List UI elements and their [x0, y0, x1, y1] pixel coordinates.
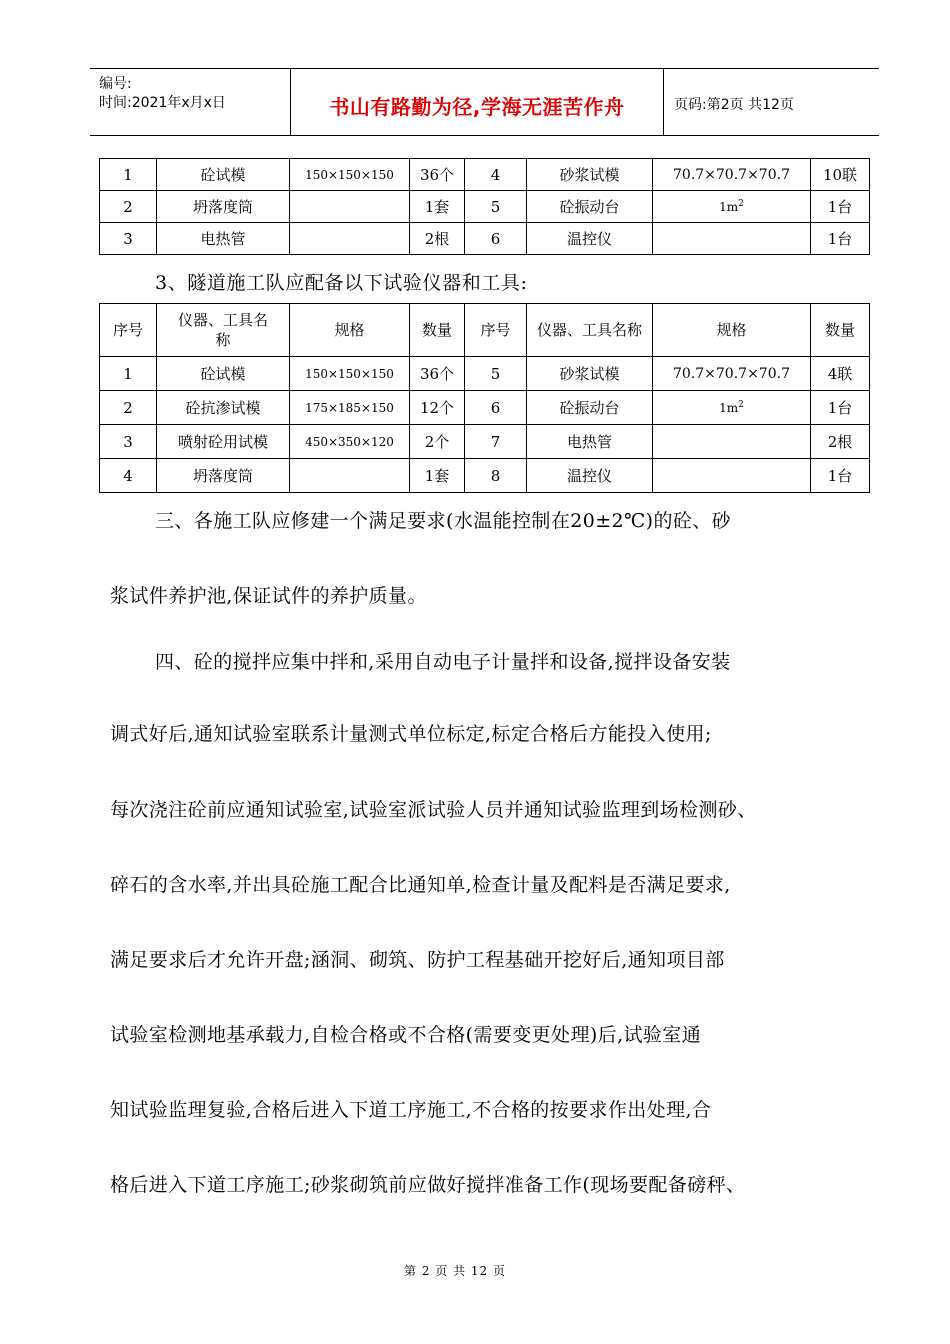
table-cell: 1台 [811, 223, 870, 255]
table-cell: 150×150×150 [290, 357, 410, 391]
page-header [90, 68, 879, 136]
body-line: 三、各施工队应修建一个满足要求(水温能控制在20±2℃)的砼、砂 [155, 510, 732, 532]
table-row [100, 357, 870, 391]
table-cell: 砼试模 [157, 159, 290, 191]
table-cell: 4 [100, 459, 157, 493]
table-header-cell: 序号 [100, 304, 157, 357]
header-meta-cell [90, 69, 291, 135]
table-cell [290, 459, 410, 493]
table-cell: 2根 [410, 223, 465, 255]
table-cell: 3 [100, 223, 157, 255]
table-cell: 3 [100, 425, 157, 459]
area-value: 1m [719, 400, 739, 415]
table-header-row [100, 304, 870, 357]
table-cell [653, 425, 811, 459]
table-cell: 70.7×70.7×70.7 [653, 357, 811, 391]
area-value: 1m [719, 199, 739, 214]
table-cell: 1 [100, 357, 157, 391]
table-cell: 4 [465, 159, 527, 191]
table-cell [290, 191, 410, 223]
table-cell: 1台 [811, 459, 870, 493]
table-row [100, 459, 870, 493]
page-footer [0, 1262, 950, 1279]
section-caption: 3、隧道施工队应配备以下试验仪器和工具: [155, 272, 528, 294]
table-cell [290, 223, 410, 255]
table-row [100, 223, 870, 255]
table-cell [653, 223, 811, 255]
table-header-cell: 仪器、工具名称 [157, 304, 290, 357]
table-cell: 150×150×150 [290, 159, 410, 191]
table-cell: 450×350×120 [290, 425, 410, 459]
body-line: 调式好后,通知试验室联系计量测式单位标定,标定合格后方能投入使用; [110, 723, 712, 745]
table-cell: 36个 [410, 159, 465, 191]
body-line: 格后进入下道工序施工;砂浆砌筑前应做好搅拌准备工作(现场要配备磅秤、 [110, 1174, 746, 1196]
table-cell: 2 [100, 191, 157, 223]
table-cell: 砼试模 [157, 357, 290, 391]
date-label: 时间:2021年x月x日 [99, 95, 226, 111]
table-cell: 电热管 [157, 223, 290, 255]
table-row [100, 391, 870, 425]
table-cell: 12个 [410, 391, 465, 425]
doc-number-label: 编号: [99, 76, 132, 92]
table-cell: 2 [100, 391, 157, 425]
table-cell: 砂浆试模 [527, 357, 653, 391]
table-cell: 2个 [410, 425, 465, 459]
table-cell: 175×185×150 [290, 391, 410, 425]
table-cell-area [653, 191, 811, 223]
table-row [100, 159, 870, 191]
table-header-cell: 数量 [410, 304, 465, 357]
table-cell: 砼振动台 [527, 191, 653, 223]
equipment-table-2 [99, 303, 870, 493]
table-cell: 喷射砼用试模 [157, 425, 290, 459]
table-header-cell: 规格 [653, 304, 811, 357]
area-superscript: 2 [738, 198, 744, 209]
table-cell: 电热管 [527, 425, 653, 459]
table-cell: 坍落度筒 [157, 191, 290, 223]
table-cell: 砂浆试模 [527, 159, 653, 191]
table-cell: 温控仪 [527, 223, 653, 255]
table-cell: 1台 [811, 391, 870, 425]
table-cell: 温控仪 [527, 459, 653, 493]
table-cell: 1台 [811, 191, 870, 223]
table-cell: 6 [465, 223, 527, 255]
table-cell: 砼抗渗试模 [157, 391, 290, 425]
table-cell: 5 [465, 191, 527, 223]
table-cell: 8 [465, 459, 527, 493]
table-cell: 1套 [410, 459, 465, 493]
table-cell-area [653, 391, 811, 425]
table-header-cell: 规格 [290, 304, 410, 357]
table-cell: 砼振动台 [527, 391, 653, 425]
table-cell: 1套 [410, 191, 465, 223]
body-line: 知试验监理复验,合格后进入下道工序施工,不合格的按要求作出处理,合 [110, 1099, 712, 1121]
table-row [100, 425, 870, 459]
header-page-cell [664, 69, 879, 135]
footer-page-number: 第 2 页 共 12 页 [404, 1264, 506, 1278]
header-motto: 书山有路勤为径,学海无涯苦作舟 [329, 95, 625, 119]
table-cell: 4联 [811, 357, 870, 391]
body-line: 每次浇注砼前应通知试验室,试验室派试验人员并通知试验监理到场检测砂、 [110, 799, 757, 821]
table-cell: 坍落度筒 [157, 459, 290, 493]
table-header-cell: 序号 [465, 304, 527, 357]
header-motto-cell [291, 69, 664, 135]
body-line: 试验室检测地基承载力,自检合格或不合格(需要变更处理)后,试验室通 [110, 1024, 702, 1046]
table-cell: 1 [100, 159, 157, 191]
body-line: 浆试件养护池,保证试件的养护质量。 [110, 585, 427, 607]
equipment-table-1 [99, 158, 870, 255]
table-cell: 10联 [811, 159, 870, 191]
table-cell: 70.7×70.7×70.7 [653, 159, 811, 191]
table-header-cell: 数量 [811, 304, 870, 357]
body-line: 四、砼的搅拌应集中拌和,采用自动电子计量拌和设备,搅拌设备安装 [155, 651, 731, 673]
header-page-number: 页码:第2页 共12页 [674, 97, 794, 113]
table-cell: 2根 [811, 425, 870, 459]
table-cell: 36个 [410, 357, 465, 391]
table-row [100, 191, 870, 223]
table-cell: 5 [465, 357, 527, 391]
area-superscript: 2 [738, 399, 744, 410]
table-cell [653, 459, 811, 493]
table-cell: 7 [465, 425, 527, 459]
table-header-cell: 仪器、工具名称 [527, 304, 653, 357]
table-cell: 6 [465, 391, 527, 425]
body-line: 碎石的含水率,并出具砼施工配合比通知单,检查计量及配料是否满足要求, [110, 874, 731, 896]
body-line: 满足要求后才允许开盘;涵洞、砌筑、防护工程基础开挖好后,通知项目部 [110, 949, 725, 971]
